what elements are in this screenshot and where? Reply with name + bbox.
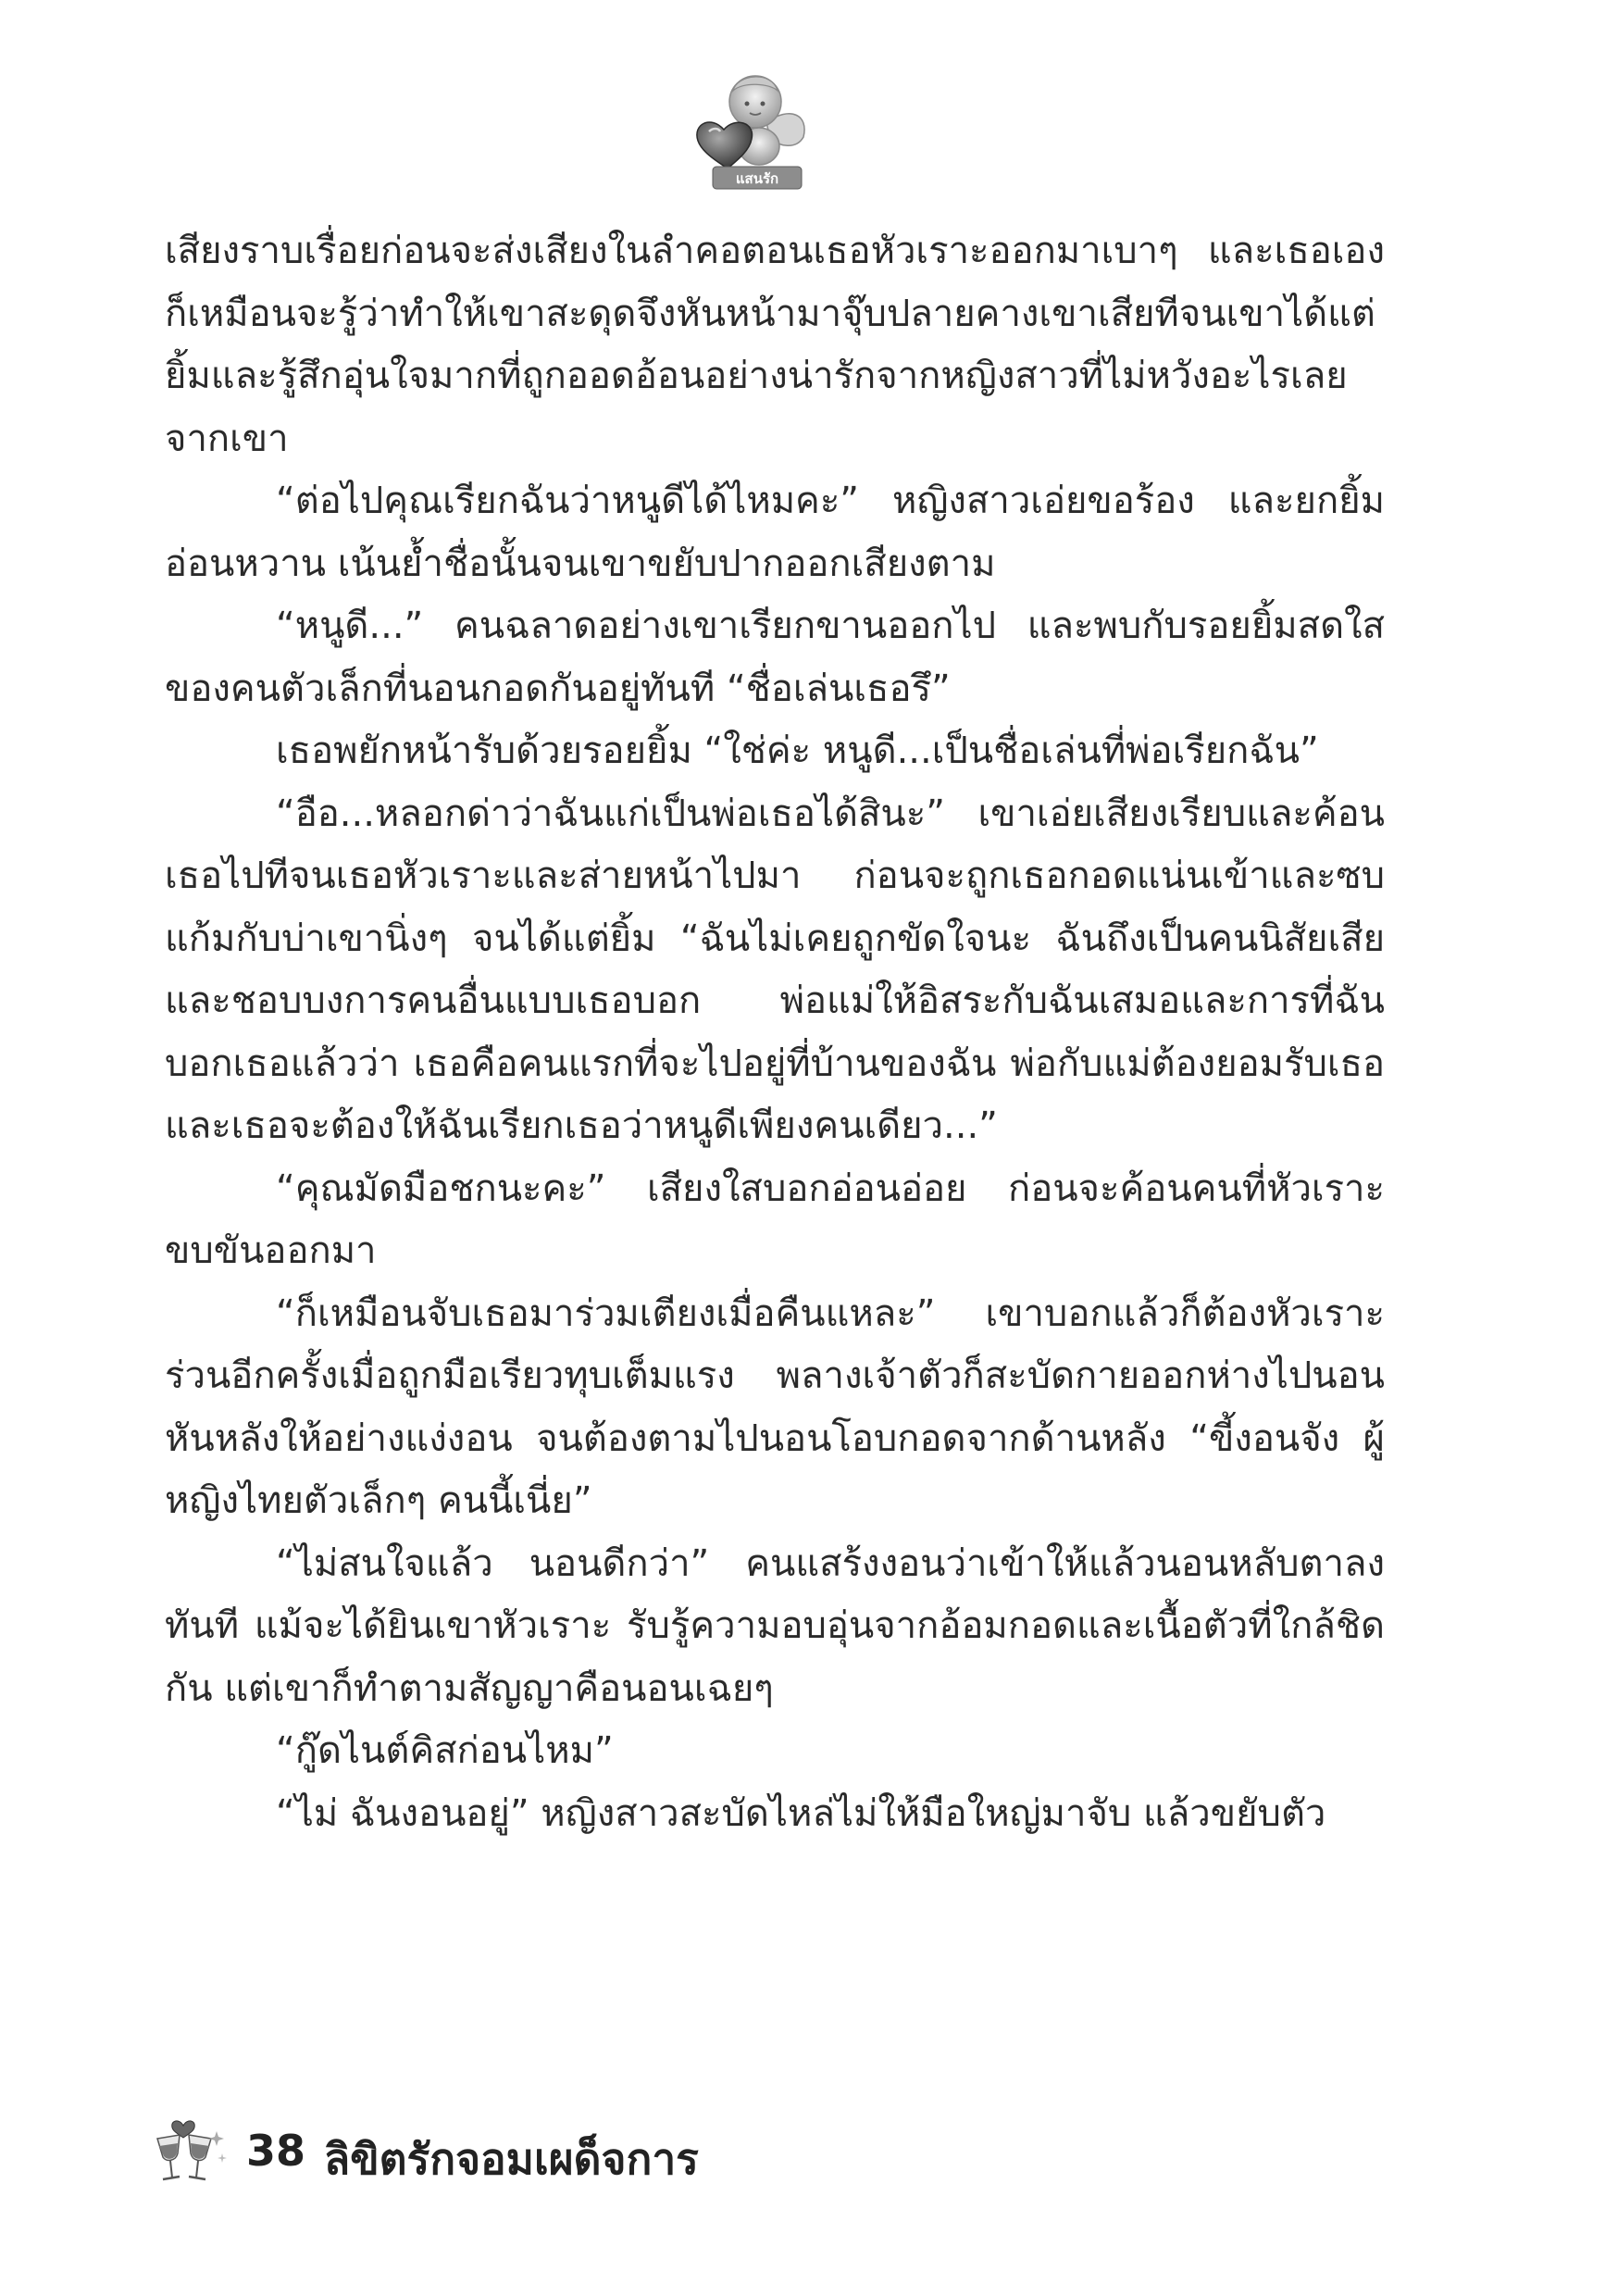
body-text: [165, 220, 1385, 1845]
book-title: ลิขิตรักจอมเผด็จการ: [324, 2134, 699, 2184]
paragraph: “คุณมัดมือชกนะคะ” เสียงใสบอกอ่อนอ่อย ก่อนจะค้อนคนที่หัวเราะขบขันออกมา: [165, 1167, 1385, 1272]
paragraph: “ต่อไปคุณเรียกฉันว่าหนูดีได้ไหมคะ” หญิงสาวเอ่ยขอร้อง และยกยิ้มอ่อนหวาน เน้นย้ำชื่อนั้นจนเขาขยับปากออกเสียงตาม: [165, 480, 1385, 585]
paragraph: เธอพยักหน้ารับด้วยรอยยิ้ม “ใช่ค่ะ หนูดี...เป็นชื่อเล่นที่พ่อเรียกฉัน”: [276, 730, 1319, 772]
logo-text: แสนรัก: [735, 170, 779, 187]
paragraph: “หนูดี...” คนฉลาดอย่างเขาเรียกขานออกไป และพบกับรอยยิ้มสดใสของคนตัวเล็กที่นอนกอดกันอยู่ทันที “ชื่อเล่นเธอรึ”: [165, 605, 1385, 710]
paragraph: “ไม่ ฉันงอนอยู่” หญิงสาวสะบัดไหล่ไม่ให้มือใหญ่มาจับ แล้วขยับตัว: [276, 1791, 1326, 1835]
page-footer: [148, 2113, 796, 2187]
cherub-heart-icon: [681, 57, 820, 196]
page-number: 38: [246, 2126, 306, 2176]
paragraph: “อือ...หลอกด่าว่าฉันแก่เป็นพ่อเธอได้สินะ” เขาเอ่ยเสียงเรียบและค้อนเธอไปทีจนเธอหัวเราะและส่ายหน้าไปมา ก่อนจะถูกเธอกอดแน่นเข้าและซบแก้มกับบ่าเขานิ่งๆ จนได้แต่ยิ้ม “ฉันไม่เคยถูกขัดใจนะ ฉันถึงเป็นคนนิสัยเสียและชอบบงการคนอื่นแบบเธอบอก พ่อแม่ให้อิสระกับฉันเสมอและการที่ฉันบอกเธอแล้วว่า เธอคือคนแรกที่จะไปอยู่ที่บ้านของฉัน พ่อกับแม่ต้องยอมรับเธอ และเธอจะต้องให้ฉันเรียกเธอว่าหนูดีเพียงคนเดียว...”: [165, 792, 1385, 1147]
wine-glasses-heart-icon: [148, 2113, 241, 2187]
paragraph: เสียงราบเรื่อยก่อนจะส่งเสียงในลำคอตอนเธอหัวเราะออกมาเบาๆ และเธอเองก็เหมือนจะรู้ว่าทำให้เขาสะดุดจึงหันหน้ามาจุ๊บปลายคางเขาเสียทีจนเขาได้แต่ยิ้มและรู้สึกอุ่นใจมากที่ถูกออดอ้อนอย่างน่ารักจากหญิงสาวที่ไม่หวังอะไรเลยจากเขา: [165, 230, 1385, 460]
header-logo: [681, 57, 820, 196]
paragraph: “กู๊ดไนต์คิสก่อนไหม”: [276, 1729, 614, 1772]
paragraph: “ไม่สนใจแล้ว นอนดีกว่า” คนแสร้งงอนว่าเข้าให้แล้วนอนหลับตาลงทันที แม้จะได้ยินเขาหัวเราะ รับรู้ความอบอุ่นจากอ้อมกอดและเนื้อตัวที่ใกล้ชิดกัน แต่เขาก็ทำตามสัญญาคือนอนเฉยๆ: [165, 1541, 1385, 1710]
paragraph: “ก็เหมือนจับเธอมาร่วมเตียงเมื่อคืนแหละ” เขาบอกแล้วก็ต้องหัวเราะร่วนอีกครั้งเมื่อถูกมือเรียวทุบเต็มแรง พลางเจ้าตัวก็สะบัดกายออกห่างไปนอนหันหลังให้อย่างแง่งอน จนต้องตามไปนอนโอบกอดจากด้านหลัง “ขี้งอนจัง ผู้หญิงไทยตัวเล็กๆ คนนี้เนี่ย”: [165, 1292, 1385, 1522]
